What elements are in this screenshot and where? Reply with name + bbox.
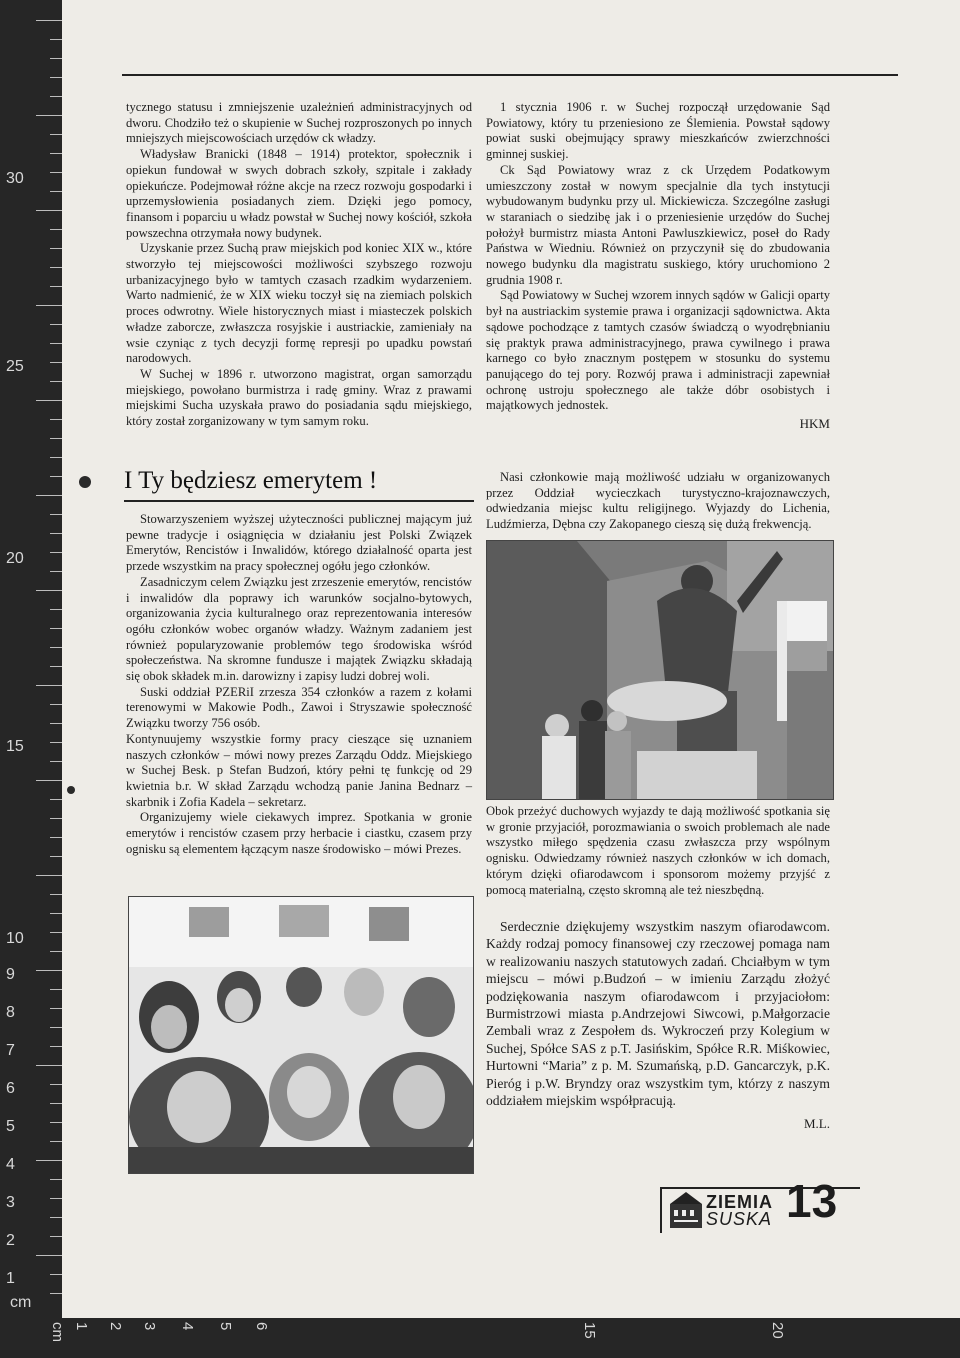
ruler-tick [50, 324, 62, 325]
signature-hkm: HKM [799, 416, 830, 432]
ruler-tick [50, 571, 62, 572]
ruler-tick [50, 818, 62, 819]
ruler-number: 1 [73, 1322, 90, 1331]
ruler-number: 1 [6, 1270, 15, 1287]
ruler-tick [36, 1160, 62, 1161]
logo-suska-text: SUSKA [706, 1209, 773, 1229]
ruler-tick [50, 894, 62, 895]
ruler-tick [50, 533, 62, 534]
town-building-icon [668, 1190, 704, 1230]
article-right-intro [486, 470, 830, 533]
ruler-number: 15 [6, 738, 24, 755]
left-column-top [126, 100, 472, 430]
ruler-tick [50, 647, 62, 648]
ruler-tick [50, 457, 62, 458]
ruler-tick [50, 286, 62, 287]
ruler-tick [50, 1198, 62, 1199]
ruler-tick [50, 229, 62, 230]
paragraph: Kontynuujemy wszystkie formy pracy cieszące się uznaniem naszych członków – mówi nowy prezes Zarządu Oddz. Miejskiego w Suchej Besk. p Stefan Budzoń, który pełni tę funkcję od 29 kwietnia b.r. W skład Zarządu wchodzą panie Janina Bednarz – skarbnik i Zofia Kadela – sekretarz. [126, 731, 472, 809]
ruler-tick [36, 115, 62, 116]
thanks-section [486, 918, 830, 1133]
ruler-tick [50, 1179, 62, 1180]
ruler-number: 6 [253, 1322, 270, 1331]
ruler-tick [50, 628, 62, 629]
ruler-number: 5 [6, 1118, 15, 1135]
ruler-tick [50, 191, 62, 192]
bullet-mark [67, 786, 75, 794]
ruler-tick [36, 1065, 62, 1066]
signature-ml: M.L. [804, 1116, 830, 1132]
ruler-tick [36, 1255, 62, 1256]
ruler-tick [50, 1103, 62, 1104]
ruler-tick [50, 438, 62, 439]
ruler-tick [36, 305, 62, 306]
logo-ziemia-text: ZIEMIA [706, 1192, 773, 1212]
ruler-number: 9 [6, 966, 15, 983]
photo-meeting-image [129, 897, 473, 1173]
ruler-tick [50, 1141, 62, 1142]
paragraph: Uzyskanie przez Suchą praw miejskich pod koniec XIX w., które stworzyło tej miejscowości możliwości szybszego rozwoju urbanizacyjnego było w tamtych czasach rzadkim wydarzeniem. Warto nadmienić, że w XIX wieku toczył się na ziemiach polskich proces odwrotny. Wiele historycznych miast i miasteczek polskich władze zaborcze, zwłaszcza rosyjskie i austriackie, zamieniały na wsie czyniąc z tych decyzji formę represji po upadku powstań narodowych. [126, 241, 472, 366]
top-rule [122, 74, 898, 76]
photo-meeting [128, 896, 474, 1174]
ruler-tick [50, 153, 62, 154]
paragraph: Sąd Powiatowy w Suchej wzorem innych sądów w Galicji oparty był na austriackim systemie prawa i organizacji sądownictwa. Akta sądowe pochodzące z tamtych czasów świadczą o wyodrębnianiu się praktyk prawa administracyjnego, prawa cywilnego i prawa karnego co było znacznym postępem w stosunku do systemu panującego do tej pory. Rozwój prawa i administracji zapewniał ochronę ustroju społecznego ale także dóbr osobistych i majątkowych jednostek. [486, 288, 830, 413]
ruler-tick [50, 1027, 62, 1028]
ruler-tick [50, 704, 62, 705]
ruler-tick [50, 343, 62, 344]
ruler-tick [50, 1236, 62, 1237]
ruler-tick [50, 362, 62, 363]
ruler-tick [50, 172, 62, 173]
ruler-tick [50, 419, 62, 420]
ruler-tick [50, 96, 62, 97]
ruler-number: cm [10, 1294, 32, 1311]
paragraph: Ck Sąd Powiatowy wraz z ck Urzędem Podatkowym umieszczony został w nowym specjalnie dla tych instytucji wybudowanym budynku przy ul. Mickiewicza. Szczególne zasługi w staraniach o siedzibę jak i o przeniesienie urzędów do Suchej położył burmistrz miasta Antoni Pawluszkiewicz, poseł do Rady Państwa w Wiedniu. Również on przyczynił się do zbudowania nowego budynku dla magistratu suskiego, który uruchomiono 2 grudnia 1908 r. [486, 162, 830, 287]
ruler-number: 20 [6, 550, 24, 567]
ruler-number: 2 [6, 1232, 15, 1249]
ruler-number: 6 [6, 1080, 15, 1097]
ruler-number: 30 [6, 170, 24, 187]
ruler-tick [36, 400, 62, 401]
ruler-tick [50, 856, 62, 857]
ruler-number: 10 [6, 930, 24, 947]
paragraph: Zasadniczym celem Związku jest zrzeszenie emerytów, rencistów i inwalidów dla poprawy ich warunków socjalno-bytowych, organizowania życia kulturalnego oraz reprezentowania interesów ogółu członków wobec organów władzy. Ważnym zadaniem jest również popularyzowanie problemów tego środowiska wśród społeczeństwa. Na skromne fundusze i majątek Związku składają się obok składek m.in. darowizny i zapisy ludzi dobrej woli. [126, 574, 472, 684]
ruler-tick [50, 476, 62, 477]
ruler-tick [50, 381, 62, 382]
ruler-number: 2 [107, 1322, 124, 1331]
ruler-tick [50, 1046, 62, 1047]
ruler-tick [50, 77, 62, 78]
paragraph: Organizujemy wiele ciekawych imprez. Spotkania w gronie emerytów i rencistów czasem przy herbacie i ciastku, czasem przy ognisku są elementem łączącym nasze środowisko – mówi Prezes. [126, 810, 472, 856]
ruler-tick [50, 1122, 62, 1123]
ruler-tick [50, 134, 62, 135]
footer-rule-vertical [660, 1187, 662, 1233]
newspaper-page [62, 0, 960, 1318]
ruler-tick [36, 590, 62, 591]
paragraph: Serdecznie dziękujemy wszystkim naszym ofiarodawcom. Każdy rodzaj pomocy finansowej czy rzeczowej pomaga nam w realizowaniu naszych statutowych zadań. Chciałbym w tym miejscu – mówi p.Budzoń – w imieniu Zarządu złożyć podziękowania naszym ofiarodawcom i przyjaciołom: Burmistrzowi miasta p.Andrzejowi Siwcowi, p.Małgorzacie Zembali wraz z Zespołem ds. Wykroczeń przy Kolegium w Suchej, Spółce SAS z p.T. Jasińskim, Spółce R.R. Miśkowiec, Hurtowni “Maria” z p. M. Szumańską, p.D. Gancarczyk, p.K. Pieróg i p.W. Bryndzy oraz wszystkim tym, którzy z naszym oddziałem miejskim współpracują. [486, 919, 830, 1109]
ruler-number: 4 [179, 1322, 196, 1331]
ruler-tick [50, 913, 62, 914]
ruler-tick [50, 1217, 62, 1218]
ruler-number: 8 [6, 1004, 15, 1021]
ruler-tick [36, 685, 62, 686]
ruler-tick [36, 20, 62, 21]
ruler-tick [50, 742, 62, 743]
ruler-number: 3 [6, 1194, 15, 1211]
ruler-tick [50, 1274, 62, 1275]
ruler-number: 4 [6, 1156, 15, 1173]
paragraph: tycznego statusu i zmniejszenie uzależnień administracyjnych od dworu. Chodziło też o skupienie w Suchej rozproszonych po innych mniejszych miejscowościach urzędów ck władzy. [126, 100, 472, 146]
ruler-tick [36, 210, 62, 211]
ruler-tick [50, 267, 62, 268]
ruler-number: 15 [581, 1322, 598, 1339]
paragraph: Stowarzyszeniem wyższej użyteczności publicznej mającym już pewne tradycje i osiągnięcia w działaniu jest Polski Związek Emerytów, Rencistów i Inwalidów, którego działalność oparta jest przede wszystkim na pracy społecznej ogółu jego członków. [126, 512, 472, 574]
paragraph: W Suchej w 1896 r. utworzono magistrat, organ samorządu miejskiego, powołano burmistrza i radę gminy. Wraz z prawami miejskimi Sucha uzyskała prawo do posiadania sądu miejskiego, który został zorganizowany w tym samym roku. [126, 366, 472, 429]
paragraph: Nasi członkowie mają możliwość udziału w organizowanych przez Oddział wycieczkach turystyczno-krajoznawczych, odwiedzania miejsc kultu religijnego. Wyjazdy do Lichenia, Ludźmierza, Dębna czy Zakopanego cieszą się dużą frekwencją. [486, 470, 830, 532]
ruler-tick [50, 989, 62, 990]
ruler-tick [50, 609, 62, 610]
bullet-mark [79, 476, 91, 488]
ruler-number: 3 [141, 1322, 158, 1331]
page-number: 13 [786, 1175, 838, 1227]
ruler-tick [36, 970, 62, 971]
paragraph: Suski oddział PZERiI zrzesza 354 członków a razem z kołami terenowymi w Makowie Podh., Zawoi i Stryszawie społeczność Związku tworzy 756 osób. [126, 684, 472, 731]
ruler-left [0, 0, 62, 1358]
ruler-number: 20 [769, 1322, 786, 1339]
ruler-tick [50, 761, 62, 762]
photo-pilgrimage-image [487, 541, 833, 799]
ruler-tick [50, 514, 62, 515]
paragraph: Władysław Branicki (1848 – 1914) protektor, społecznik i opiekun fundował w swych dobrach szkoły, szpitale i zakłady opiekuńcze. Podejmował różne akcje na rzecz rozwoju gospodarki i uprzemysłowienia posiadanych ziem. Dzięki jego pomocy, finansom i poparciu u władz powstał w Suchej nowy kościół, szkoła powszechna otrzymała nowy budynek. [126, 147, 472, 240]
ruler-tick [50, 248, 62, 249]
ruler-tick [50, 58, 62, 59]
ruler-tick [50, 39, 62, 40]
ruler-number: 7 [6, 1042, 15, 1059]
ruler-tick [36, 495, 62, 496]
ruler-tick [50, 666, 62, 667]
ruler-tick [50, 837, 62, 838]
right-column-top [486, 100, 830, 432]
ruler-tick [50, 951, 62, 952]
paragraph: 1 stycznia 1906 r. w Suchej rozpoczął urzędowanie Sąd Powiatowy, który tu przeniesiono ze Ślemienia. Powstał sądowy powiat suski obejmujący sprawy mieszkańców zwierzchności gminnej suskiej. [486, 100, 830, 162]
ruler-number: 25 [6, 358, 24, 375]
ruler-number: cm [49, 1322, 66, 1342]
article-headline: I Ty będziesz emerytem ! [124, 466, 474, 502]
ruler-tick [50, 1008, 62, 1009]
ruler-tick [36, 780, 62, 781]
photo-caption: Obok przeżyć duchowych wyjazdy te dają możliwość spotkania się w gronie przyjaciół, porozmawiania o swoich problemach ale nade wszystko miłego spędzenia czasu zwłaszcza przy wspólnym ognisku. Odwiedzamy również naszych członków w ich domach, którym dzięki ofiarodawcom i sponsorom możemy przyjść z pomocą materialną, często skromną ale też nieszbędną. [486, 804, 830, 897]
ruler-tick [50, 932, 62, 933]
ruler-tick [36, 875, 62, 876]
ruler-tick [50, 1293, 62, 1294]
ruler-tick [50, 552, 62, 553]
ruler-tick [50, 799, 62, 800]
ruler-number: 5 [217, 1322, 234, 1331]
photo-pilgrimage [486, 540, 834, 800]
ruler-tick [50, 723, 62, 724]
article-left-column [126, 512, 472, 857]
ruler-tick [50, 1084, 62, 1085]
